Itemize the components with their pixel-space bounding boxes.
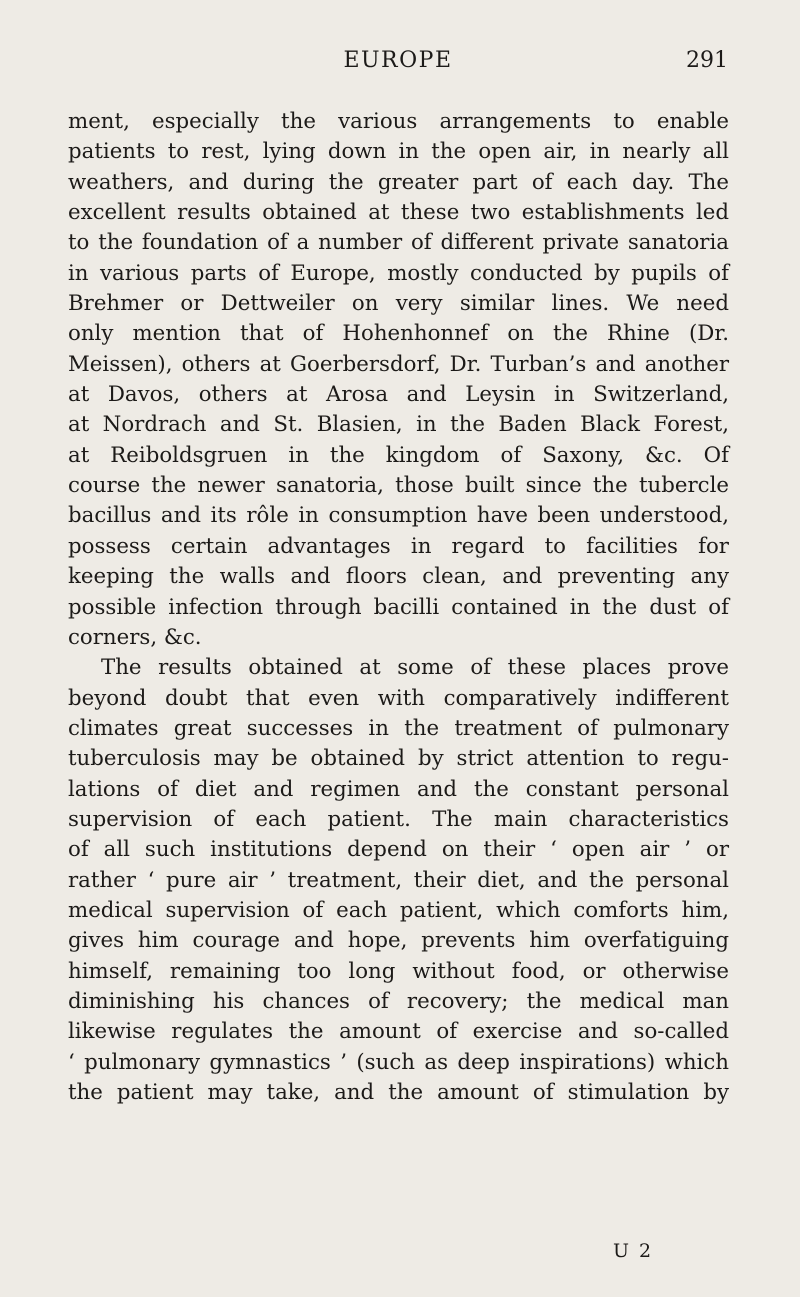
text-line: patients to rest, lying down in the open air, in nearly all [68, 139, 729, 165]
text-line: rather ‘ pure air ’ treatment, their diet, and the personal [68, 867, 729, 893]
text-line: corners, &c. [68, 624, 202, 650]
text-line: excellent results obtained at these two establishments led [68, 200, 729, 226]
text-line: ‘ pulmonary gymnastics ’ (such as deep inspirations) which [68, 1049, 729, 1075]
text-line: medical supervision of each patient, which comforts him, [68, 897, 729, 923]
text-line: tuberculosis may be obtained by strict attention to regu- [68, 746, 729, 772]
text-line: possible infection through bacilli contained in the dust of [68, 594, 729, 620]
text-line: only mention that of Hohenhonnef on the Rhine (Dr. [68, 321, 729, 347]
text-line: at Nordrach and St. Blasien, in the Baden Black Forest, [68, 412, 729, 438]
text-line: The results obtained at some of these places prove [101, 655, 729, 681]
text-line: supervision of each patient. The main characteristics [68, 806, 729, 832]
text-line: in various parts of Europe, mostly conducted by pupils of [68, 260, 729, 286]
text-line: gives him courage and hope, prevents him overfatiguing [68, 928, 729, 954]
text-line: Brehmer or Dettweiler on very similar lines. We need [68, 291, 729, 317]
text-line: ment, especially the various arrangements to enable [68, 109, 729, 134]
text-line: keeping the walls and floors clean, and preventing any [68, 564, 729, 590]
body-text [68, 107, 729, 1108]
text-line: course the newer sanatoria, those built since the tubercle [68, 473, 729, 499]
text-line: at Reiboldsgruen in the kingdom of Saxony, &c. Of [68, 442, 729, 468]
text-line: lations of diet and regimen and the constant personal [68, 776, 729, 802]
text-line: likewise regulates the amount of exercise and so-called [68, 1019, 729, 1045]
text-line: himself, remaining too long without food, or otherwise [68, 958, 729, 984]
text-line: the patient may take, and the amount of stimulation by [68, 1080, 729, 1105]
running-head [68, 48, 728, 88]
page-number: 291 [686, 48, 728, 73]
running-title: EUROPE [343, 48, 453, 73]
text-line: of all such institutions depend on their ‘ open air ’ or [68, 837, 729, 863]
text-line: diminishing his chances of recovery; the medical man [68, 988, 729, 1014]
signature-mark: U 2 [613, 1240, 654, 1262]
text-line: possess certain advantages in regard to facilities for [68, 533, 729, 559]
text-line: bacillus and its rôle in consumption have been understood, [68, 503, 729, 529]
text-line: weathers, and during the greater part of each day. The [68, 169, 729, 195]
text-line: Meissen), others at Goerbersdorf, Dr. Turban’s and another [68, 351, 729, 377]
text-line: beyond doubt that even with comparatively indifferent [68, 685, 729, 711]
text-line: at Davos, others at Arosa and Leysin in Switzerland, [68, 382, 729, 408]
text-line: to the foundation of a number of different private sanatoria [68, 230, 729, 256]
text-line: climates great successes in the treatment of pulmonary [68, 715, 729, 741]
